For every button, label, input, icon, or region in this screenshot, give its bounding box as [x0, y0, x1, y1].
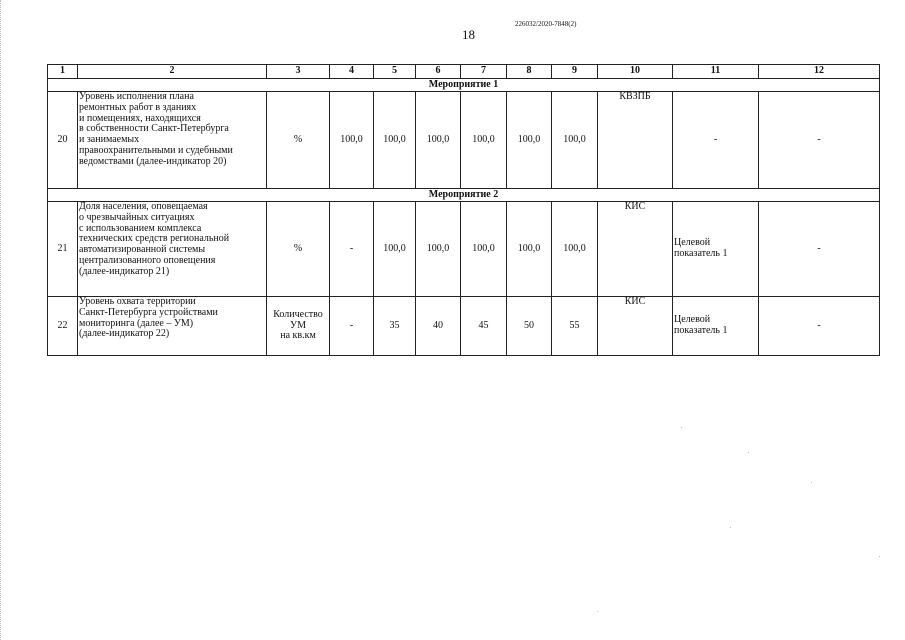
target-cell — [673, 202, 759, 297]
indicator-name — [78, 297, 267, 356]
scan-edge-mark — [0, 0, 3, 640]
section-row-1 — [48, 79, 880, 92]
indicator-name-line: о чрезвычайных ситуациях — [79, 211, 195, 223]
value-cell: 100,0 — [507, 92, 552, 189]
responsible-cell: КВЗПБ — [598, 92, 673, 189]
document-code: 226032/2020-7848(2) — [515, 20, 577, 28]
row-number: 22 — [48, 297, 78, 356]
indicator-name-line: и занимаемых — [79, 134, 140, 146]
indicator-name-line: (далее-индикатор 22) — [79, 328, 170, 340]
value-cell: 100,0 — [416, 202, 461, 297]
target-cell: - — [673, 92, 759, 189]
column-number: 5 — [374, 65, 416, 79]
indicator-name-line: правоохранительными и судебными — [79, 144, 233, 156]
indicator-name-line: ведомствами (далее-индикатор 20) — [79, 155, 227, 167]
unit-line: Количество — [273, 308, 323, 320]
column-numbers-row — [48, 65, 880, 79]
unit-line: УМ — [290, 319, 306, 331]
scan-speck — [879, 556, 880, 557]
indicators-table — [47, 64, 880, 356]
column-number: 3 — [267, 65, 330, 79]
section-title: Мероприятие 2 — [48, 189, 880, 202]
note-cell: - — [759, 202, 880, 297]
indicator-name-line: (далее-индикатор 21) — [79, 265, 170, 277]
indicator-name-line: Уровень охвата территории — [79, 296, 196, 307]
target-cell — [673, 297, 759, 356]
column-number: 8 — [507, 65, 552, 79]
table-row — [48, 202, 880, 297]
section-row-2 — [48, 189, 880, 202]
value-cell: 100,0 — [374, 202, 416, 297]
table-row — [48, 297, 880, 356]
target-line: показатель 1 — [674, 248, 728, 259]
column-number: 9 — [552, 65, 598, 79]
indicator-name-line: мониторинга (далее – УМ) — [79, 317, 194, 329]
scan-speck — [597, 611, 598, 612]
scan-speck — [811, 482, 812, 483]
indicator-name-line: ремонтных работ в зданиях — [79, 101, 197, 113]
column-number: 7 — [461, 65, 507, 79]
value-cell: 40 — [416, 297, 461, 356]
note-cell: - — [759, 297, 880, 356]
scan-speck — [681, 427, 682, 428]
indicator-name-line: с использованием комплекса — [79, 222, 202, 234]
value-cell: 100,0 — [552, 92, 598, 189]
unit-cell — [267, 297, 330, 356]
value-cell: 100,0 — [416, 92, 461, 189]
unit-line: на кв.км — [280, 330, 316, 342]
target-line: Целевой — [674, 237, 711, 249]
indicator-name-line: Доля населения, оповещаемая — [79, 201, 208, 212]
row-number: 21 — [48, 202, 78, 297]
value-cell: 55 — [552, 297, 598, 356]
value-cell: 100,0 — [507, 202, 552, 297]
value-cell: - — [330, 202, 374, 297]
section-title: Мероприятие 1 — [48, 79, 880, 92]
value-cell: 100,0 — [461, 92, 507, 189]
value-cell: 35 — [374, 297, 416, 356]
column-number: 2 — [78, 65, 267, 79]
target-line: Целевой — [674, 314, 711, 326]
value-cell: 100,0 — [552, 202, 598, 297]
value-cell: 50 — [507, 297, 552, 356]
value-cell: 45 — [461, 297, 507, 356]
responsible-cell: КИС — [598, 202, 673, 297]
row-number: 20 — [48, 92, 78, 189]
unit-cell: % — [267, 202, 330, 297]
table-row — [48, 92, 880, 189]
target-line: показатель 1 — [674, 325, 728, 336]
indicator-name-line: централизованного оповещения — [79, 254, 216, 266]
column-number: 4 — [330, 65, 374, 79]
scan-speck — [748, 452, 749, 453]
indicator-name-line: в собственности Санкт-Петербурга — [79, 123, 229, 135]
column-number: 11 — [673, 65, 759, 79]
indicator-name-line: технических средств региональной — [79, 233, 230, 245]
indicator-name-line: Санкт-Петербурга устройствами — [79, 306, 218, 318]
column-number: 1 — [48, 65, 78, 79]
indicator-name-line: и помещениях, находящихся — [79, 112, 201, 124]
indicator-name-line: автоматизированной системы — [79, 244, 206, 256]
responsible-cell: КИС — [598, 297, 673, 356]
scan-speck — [730, 527, 731, 528]
note-cell: - — [759, 92, 880, 189]
column-number: 6 — [416, 65, 461, 79]
value-cell: 100,0 — [374, 92, 416, 189]
page-number: 18 — [462, 27, 475, 42]
value-cell: 100,0 — [461, 202, 507, 297]
value-cell: - — [330, 297, 374, 356]
column-number: 12 — [759, 65, 880, 79]
unit-cell: % — [267, 92, 330, 189]
value-cell: 100,0 — [330, 92, 374, 189]
indicator-name-line: Уровень исполнения плана — [79, 91, 194, 102]
indicator-name — [78, 92, 267, 189]
indicator-name — [78, 202, 267, 297]
column-number: 10 — [598, 65, 673, 79]
